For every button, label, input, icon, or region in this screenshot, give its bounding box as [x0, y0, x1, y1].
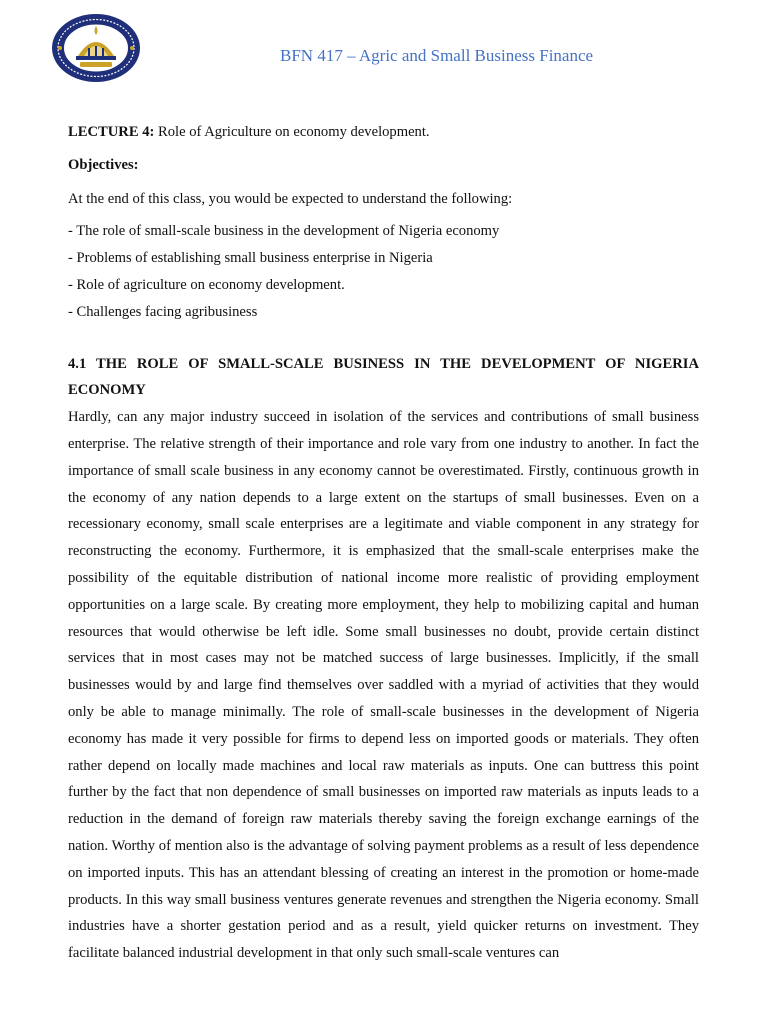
objectives-list [68, 218, 699, 325]
objectives-heading: Objectives: [68, 156, 139, 173]
university-crest-logo [50, 12, 142, 84]
list-item: - Role of agriculture on economy development. [68, 276, 345, 293]
page-header [0, 0, 768, 100]
lecture-line [68, 119, 699, 146]
document-title: BFN 417 – Agric and Small Business Finance [280, 46, 594, 65]
page-content [68, 119, 699, 967]
list-item: - Challenges facing agribusiness [68, 303, 258, 320]
list-item: - The role of small-scale business in the development of Nigeria economy [68, 223, 500, 240]
lecture-title: Role of Agriculture on economy development. [154, 124, 430, 140]
objectives-intro: At the end of this class, you would be expected to understand the following: [68, 190, 513, 207]
section-heading: 4.1 THE ROLE OF SMALL-SCALE BUSINESS IN THE DEVELOPMENT OF NIGERIA ECONOMY [68, 355, 699, 399]
list-item: - Problems of establishing small business enterprise in Nigeria [68, 250, 433, 267]
lecture-label: LECTURE 4: [68, 124, 155, 140]
section-paragraph: Hardly, can any major industry succeed in isolation of the services and contributions of small business enterprise. The relative strength of their importance and role vary from one industry to another. In fact the importance of small scale business in any economy cannot be overestimated. Firstly, continuous growth in the economy of any nation depends to a large extent on the startups of small businesses. Even on a recessionary economy, small scale enterprises are a legitimate and viable component in any strategy for reconstructing the economy. Furthermore, it is emphasized that the small-scale enterprises make the possibility of the equitable distribution of national income more realistic of providing employment opportunities on a large scale. By creating more employment, they help to mobilizing capital and human resources that would otherwise be left idle. Some small businesses no doubt, provide certain distinct services that in most cases may not be matched success of large businesses. Implicitly, if the small businesses would by and large find themselves over saddled with a myriad of activities that they would only be able to manage minimally. The role of small-scale businesses in the development of Nigeria economy has made it very possible for firms to depend less on imported goods or materials. They often rather depend on locally made machines and local raw materials as inputs. One can buttress this point further by the fact that non dependence of small businesses on imported raw materials as inputs leads to a reduction in the demand of foreign raw materials thereby saving the foreign exchange earnings of the nation. Worthy of mention also is the advantage of solving payment problems as a result of less dependence on imported inputs. This has an attendant blessing of creating an interest in the promotion or home-made products. In this way small business ventures generate revenues and strengthen the Nigeria economy. Small industries have a shorter gestation period and as a result, yield quicker returns on investment. They facilitate balanced industrial development in that only such small-scale ventures can [68, 409, 699, 962]
